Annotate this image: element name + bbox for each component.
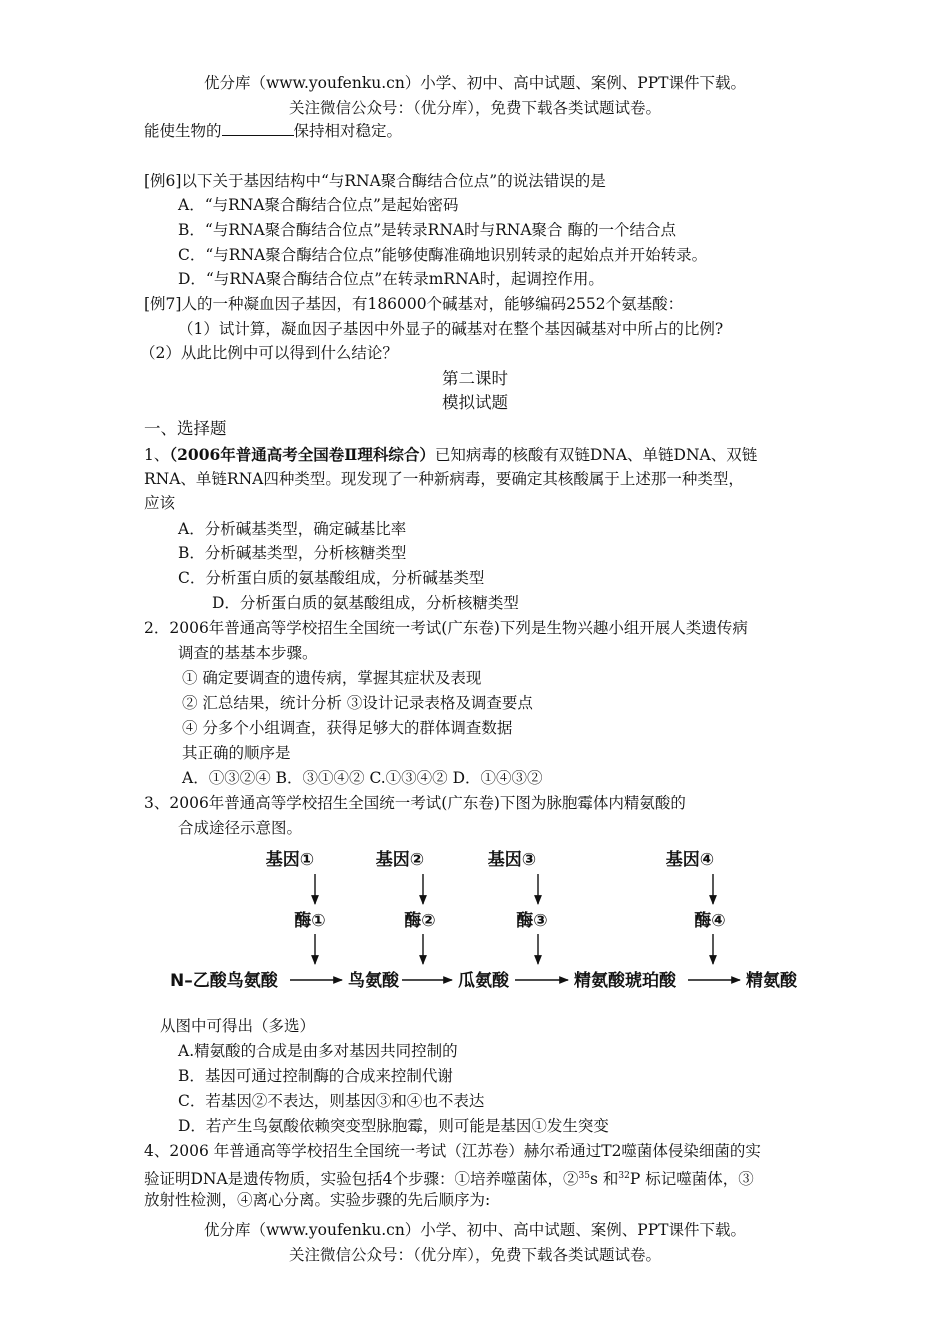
q1-stem-line-2: RNA、单链RNA四种类型。现发现了一种新病毒，要确定其核酸属于上述那一种类型， (144, 470, 744, 488)
q3-option-c: C．若基因②不表达，则基因③和④也不表达 (178, 1092, 485, 1110)
ex6-option-b: B．“与RNA聚合酶结合位点”是转录RNA时与RNA聚合 酶的一个结合点 (178, 221, 676, 239)
q3-lead: 从图中可得出（多选） (160, 1017, 316, 1035)
footer-line-1: 优分库（www.youfenku.cn）小学、初中、高中试题、案例、PPT课件下载。 (203, 1221, 747, 1239)
enzyme-3-label: 酶③ (516, 911, 548, 931)
enzyme-1-label: 酶① (294, 911, 326, 931)
ex7-question-2: （2）从此比例中可以得到什么结论？ (140, 344, 398, 362)
q1-option-a: A．分析碱基类型，确定碱基比率 (178, 520, 407, 538)
q3-stem-line-1: 3、2006年普通高等学校招生全国统一考试(广东卷)下图为脉胞霉体内精氨酸的 (144, 794, 686, 812)
q1-option-c: C．分析蛋白质的氨基酸组成，分析碱基类型 (178, 569, 485, 587)
arginine-pathway-diagram (160, 838, 820, 1008)
answer-blank (222, 121, 294, 136)
intro-line: 能使生物的 保持相对稳定。 (144, 122, 403, 140)
q3-stem-line-2: 合成途径示意图。 (178, 819, 303, 837)
ex6-option-d: D．“与RNA聚合酶结合位点”在转录mRNA时，起调控作用。 (178, 270, 604, 288)
gene-1-label: 基因① (265, 850, 315, 870)
ex6-option-a: A．“与RNA聚合酶结合位点”是起始密码 (178, 196, 459, 214)
compound-ornithine: 鸟氨酸 (348, 971, 399, 991)
ex6-stem: [例6]以下关于基因结构中“与RNA聚合酶结合位点”的说法错误的是 (144, 172, 606, 190)
footer-line-2: 关注微信公众号：（优分库），免费下载各类试题试卷。 (288, 1246, 661, 1264)
q1-option-d: D．分析蛋白质的氨基酸组成，分析核糖类型 (212, 594, 519, 612)
compound-citrulline: 瓜氨酸 (458, 971, 509, 991)
q3-option-a: A.精氨酸的合成是由多对基因共同控制的 (178, 1042, 458, 1060)
ex7-stem: [例7]人的一种凝血因子基因，有186000个碱基对，能够编码2552个氨基酸： (144, 295, 684, 313)
enzyme-2-label: 酶② (404, 911, 436, 931)
q3-option-b: B．基因可通过控制酶的合成来控制代谢 (178, 1067, 453, 1085)
q4-stem-line-1: 4、2006 年普通高等学校招生全国统一考试（江苏卷）赫尔希通过T2噬菌体侵染细菌的实 (144, 1142, 761, 1160)
q2-options: A．①③②④ B．③①④② C.①③④② D．①④③② (182, 769, 543, 787)
gene-4-label: 基因④ (665, 850, 715, 870)
q2-order-prompt: 其正确的顺序是 (182, 744, 291, 762)
q2-stem-line-1: 2．2006年普通高等学校招生全国统一考试(广东卷)下列是生物兴趣小组开展人类遗传病 (144, 619, 748, 637)
q3-option-d: D．若产生鸟氨酸依赖突变型脉胞霉，则可能是基因①发生突变 (178, 1117, 609, 1135)
q2-stem-line-2: 调查的基基本步骤。 (178, 644, 318, 662)
section-title: 一、选择题 (144, 419, 227, 438)
q4-stem-line-3: 放射性检测，④离心分离。实验步骤的先后顺序为: (144, 1191, 491, 1209)
sub-title: 模拟试题 (442, 393, 508, 412)
compound-arginine: 精氨酸 (746, 971, 797, 991)
q1-option-b: B．分析碱基类型，分析核糖类型 (178, 544, 407, 562)
q4-stem-line-2: 验证明DNA是遗传物质，实验包括4个步骤：①培养噬菌体，②$^{35}$s 和$^{32}$P 标记噬菌体，③ (144, 1170, 754, 1188)
lesson-title: 第二课时 (442, 369, 508, 388)
q1-stem-line-1: 1、（2006年普通高考全国卷Ⅱ理科综合）已知病毒的核酸有双链DNA、单链DNA、双链 (144, 445, 758, 464)
ex6-option-c: C．“与RNA聚合酶结合位点”能够使酶准确地识别转录的起始点并开始转录。 (178, 246, 708, 264)
q2-step-3: ④ 分多个小组调查，获得足够大的群体调查数据 (182, 719, 513, 737)
compound-argininosuccinate: 精氨酸琥珀酸 (574, 971, 676, 991)
header-line-1: 优分库（www.youfenku.cn）小学、初中、高中试题、案例、PPT课件下载。 (203, 74, 747, 92)
q2-step-1: ① 确定要调查的遗传病，掌握其症状及表现 (182, 669, 482, 687)
q2-step-2: ② 汇总结果，统计分析 ③设计记录表格及调查要点 (182, 694, 533, 712)
gene-2-label: 基因② (375, 850, 425, 870)
compound-n-acetylornithine: N–乙酸鸟氨酸 (170, 971, 278, 991)
ex7-question-1: （1）试计算，凝血因子基因中外显子的碱基对在整个基因碱基对中所占的比例? (178, 320, 724, 338)
q1-stem-line-3: 应该 (144, 494, 176, 512)
enzyme-4-label: 酶④ (694, 911, 726, 931)
header-line-2: 关注微信公众号：（优分库），免费下载各类试题试卷。 (288, 99, 661, 117)
gene-3-label: 基因③ (487, 850, 537, 870)
